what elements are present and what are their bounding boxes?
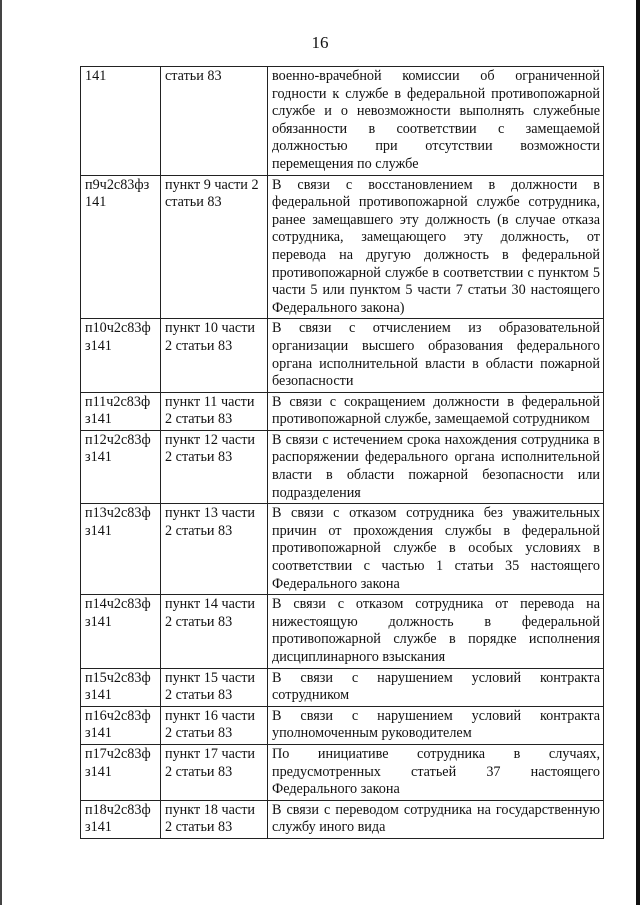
table-row [81, 430, 604, 503]
table-row [81, 668, 604, 706]
description-cell: В связи с отказом сотрудника от перевода на нижестоящую должность в федеральной противопожарной службе в порядке исполнения дисциплинарного взыскания [268, 595, 604, 668]
table-row [81, 595, 604, 668]
description-cell: В связи с нарушением условий контракта уполномоченным руководителем [268, 706, 604, 744]
code-cell: 141 [81, 67, 161, 176]
code-cell: п18ч2с83ф з141 [81, 800, 161, 838]
article-ref-cell: пункт 16 части 2 статьи 83 [161, 706, 268, 744]
table-row [81, 392, 604, 430]
description-cell: В связи с отказом сотрудника без уважительных причин от прохождения службы в федеральной противопожарной службе в особых условиях в соответствии с частью 1 статьи 35 настоящего Федерального закона [268, 504, 604, 595]
article-ref-cell: пункт 18 части 2 статьи 83 [161, 800, 268, 838]
table-row [81, 744, 604, 800]
article-ref-cell: пункт 13 части 2 статьи 83 [161, 504, 268, 595]
table-row [81, 175, 604, 319]
article-ref-cell: пункт 9 части 2 статьи 83 [161, 175, 268, 319]
code-cell: п9ч2с83фз 141 [81, 175, 161, 319]
table-row [81, 800, 604, 838]
article-ref-cell: статьи 83 [161, 67, 268, 176]
table-row [81, 67, 604, 176]
code-cell: п15ч2с83ф з141 [81, 668, 161, 706]
article-ref-cell: пункт 14 части 2 статьи 83 [161, 595, 268, 668]
description-cell: военно-врачебной комиссии об ограниченной годности к службе в федеральной противопожарной службе и о невозможности выполнять служебные обязанности в соответствии с замещаемой должностью при отсутствии возможности перемещения по службе [268, 67, 604, 176]
description-cell: В связи с истечением срока нахождения сотрудника в распоряжении федерального органа исполнительной власти в области пожарной безопасности или подразделения [268, 430, 604, 503]
article-ref-cell: пункт 12 части 2 статьи 83 [161, 430, 268, 503]
article-ref-cell: пункт 11 части 2 статьи 83 [161, 392, 268, 430]
description-cell: В связи с сокращением должности в федеральной противопожарной службе, замещаемой сотрудником [268, 392, 604, 430]
description-cell: В связи с переводом сотрудника на государственную службу иного вида [268, 800, 604, 838]
code-cell: п14ч2с83ф з141 [81, 595, 161, 668]
description-cell: По инициативе сотрудника в случаях, предусмотренных статьей 37 настоящего Федерального закона [268, 744, 604, 800]
table-row [81, 504, 604, 595]
code-cell: п16ч2с83ф з141 [81, 706, 161, 744]
code-cell: п11ч2с83ф з141 [81, 392, 161, 430]
description-cell: В связи с отчислением из образовательной организации высшего образования федерального органа исполнительной власти в области пожарной безопасности [268, 319, 604, 392]
dismissal-codes-table [80, 66, 604, 839]
table-row [81, 706, 604, 744]
scan-right-edge [636, 0, 640, 905]
code-cell: п17ч2с83ф з141 [81, 744, 161, 800]
description-cell: В связи с нарушением условий контракта сотрудником [268, 668, 604, 706]
code-cell: п12ч2с83ф з141 [81, 430, 161, 503]
page-number: 16 [311, 33, 329, 52]
code-cell: п10ч2с83ф з141 [81, 319, 161, 392]
scan-left-edge [0, 0, 2, 905]
description-cell: В связи с восстановлением в должности в федеральной противопожарной службе сотрудника, ранее замещавшего эту должность (в случае отказа сотрудника, замещающего эту должность, от перевода на другую должность в федеральной противопожарной службе в соответствии с пунктом 5 части 5 или пунктом 5 части 7 статьи 30 настоящего Федерального закона) [268, 175, 604, 319]
article-ref-cell: пункт 17 части 2 статьи 83 [161, 744, 268, 800]
table-row [81, 319, 604, 392]
code-cell: п13ч2с83ф з141 [81, 504, 161, 595]
article-ref-cell: пункт 15 части 2 статьи 83 [161, 668, 268, 706]
article-ref-cell: пункт 10 части 2 статьи 83 [161, 319, 268, 392]
